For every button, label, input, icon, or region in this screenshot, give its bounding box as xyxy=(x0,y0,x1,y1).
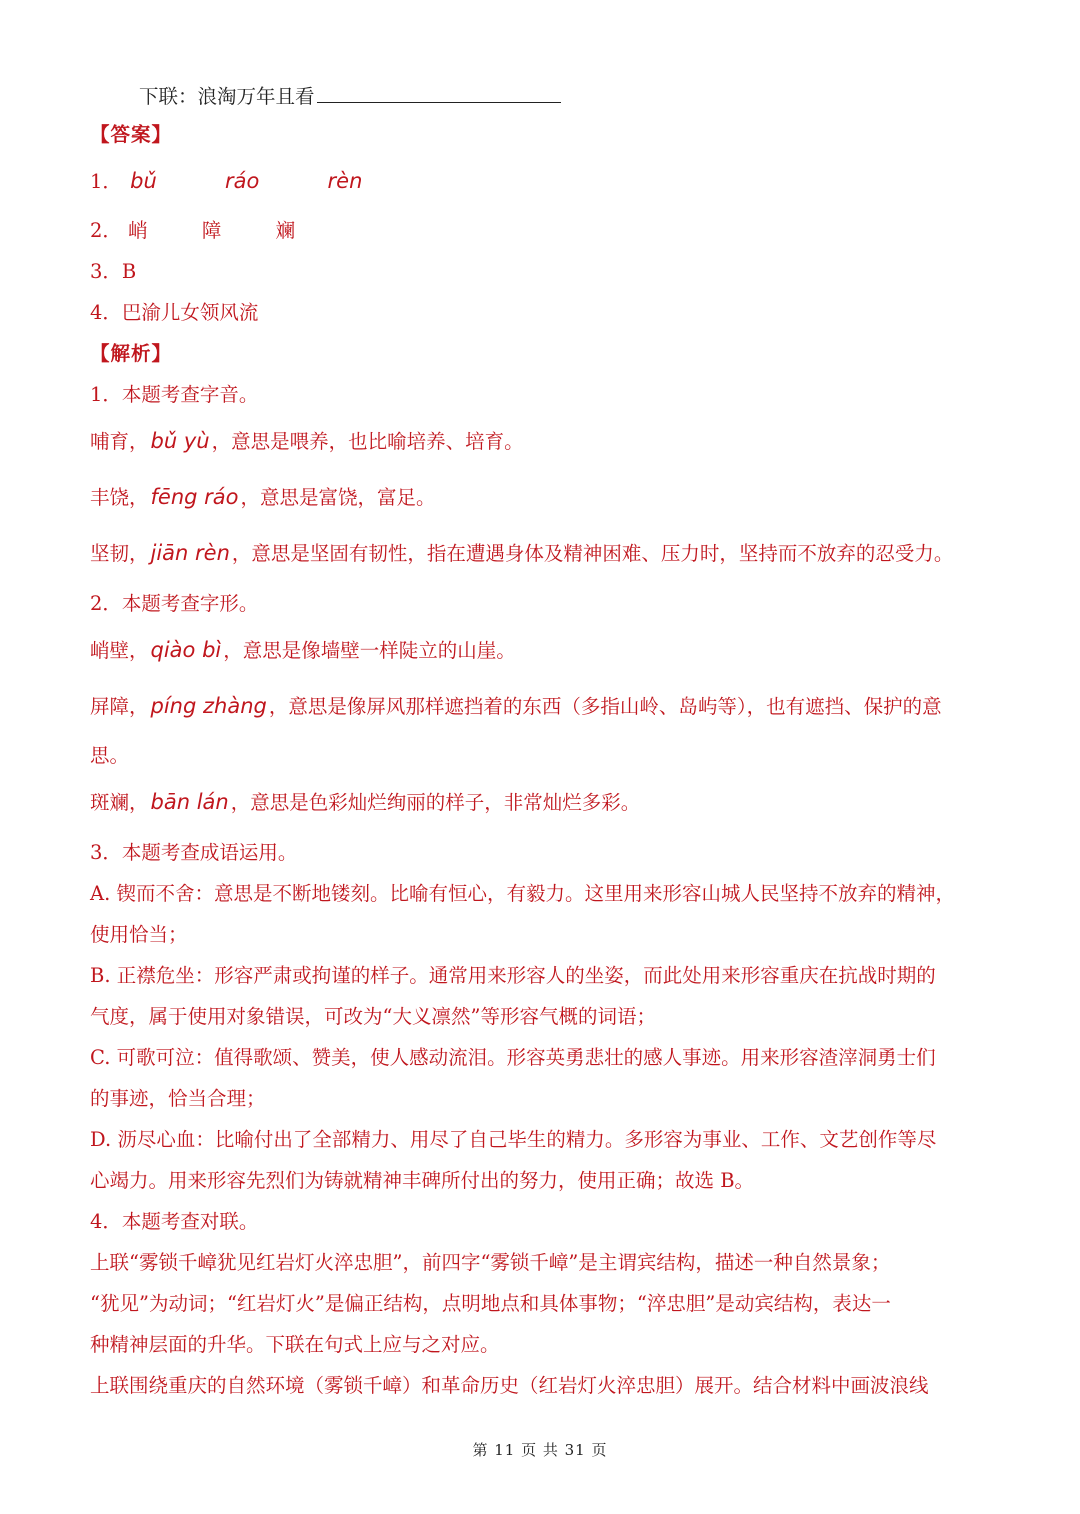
answer-2-number: 2． xyxy=(90,219,122,242)
q3-option-b-line-2: 气度，属于使用对象错误，可改为“大义凛然”等形容气概的词语； xyxy=(90,1005,656,1028)
q2-pinyin-3: bān lán xyxy=(150,790,229,814)
q1-explain-1: ，意思是喂养，也比喻培养、培育。 xyxy=(211,430,524,453)
q3-option-c-line-1: C. 可歌可泣：值得歌颂、赞美，使人感动流泪。形容英勇悲壮的感人事迹。用来形容渣滓洞勇士们 xyxy=(90,1046,936,1069)
q3-option-d-line-2: 心竭力。用来形容先烈们为铸就精神丰碑所付出的努力，使用正确；故选 B。 xyxy=(90,1169,755,1192)
couplet-lower-text: 下联：浪淘万年且看 xyxy=(139,85,315,108)
q3-option-d-line-1: D. 沥尽心血：比喻付出了全部精力、用尽了自己毕生的精力。多形容为事业、工作、文艺创作等尽 xyxy=(90,1128,937,1151)
answer-1 xyxy=(90,166,992,197)
q4-line-2: “犹见”为动词；“红岩灯火”是偏正结构，点明地点和具体事物；“淬忠胆”是动宾结构，表达一 xyxy=(90,1292,891,1315)
answer-2-char-1: 峭 xyxy=(128,219,148,242)
q1-line-3 xyxy=(90,538,992,569)
q3-intro: 3．本题考查成语运用。 xyxy=(90,841,298,864)
answer-blank xyxy=(317,80,561,103)
q2-line-1 xyxy=(90,635,992,666)
couplet-lower-line xyxy=(139,80,992,112)
q2-word-1: 峭壁， xyxy=(90,639,149,662)
q2-explain-1: ，意思是像墙壁一样陡立的山崖。 xyxy=(223,639,516,662)
q2-word-3: 斑斓， xyxy=(90,791,149,814)
q3-option-a-line-2: 使用恰当； xyxy=(90,923,188,946)
q1-line-2 xyxy=(90,482,992,513)
q1-explain-2: ，意思是富饶，富足。 xyxy=(240,486,436,509)
answer-2-char-2: 障 xyxy=(201,219,222,242)
answer-1-pinyin-2: ráo xyxy=(224,169,260,193)
q1-word-1: 哺育， xyxy=(90,430,149,453)
q4-line-4: 上联围绕重庆的自然环境（雾锁千嶂）和革命历史（红岩灯火淬忠胆）展开。结合材料中画波浪线 xyxy=(90,1374,929,1397)
answer-1-pinyin-1: bǔ xyxy=(130,169,157,193)
analysis-heading: 【解析】 xyxy=(90,342,173,365)
q2-intro: 2．本题考查字形。 xyxy=(90,592,259,615)
page-number-footer: 第 11 页 共 31 页 xyxy=(472,1441,608,1459)
q4-intro: 4．本题考查对联。 xyxy=(90,1210,259,1233)
q1-word-2: 丰饶， xyxy=(90,486,149,509)
answer-3: 3．B xyxy=(90,260,137,283)
answer-1-pinyin-3: rèn xyxy=(327,169,363,193)
q2-explain-2: ，意思是像屏风那样遮挡着的东西（多指山岭、岛屿等），也有遮挡、保护的意 xyxy=(268,695,942,718)
q2-line-3 xyxy=(90,787,992,818)
q2-line-2-cont: 思。 xyxy=(90,744,130,767)
q4-line-3: 种精神层面的升华。下联在句式上应与之对应。 xyxy=(90,1333,500,1356)
answer-4: 4．巴渝儿女领风流 xyxy=(90,301,259,324)
q3-option-a-line-1: A. 锲而不舍：意思是不断地镂刻。比喻有恒心，有毅力。这里用来形容山城人民坚持不放弃的精神， xyxy=(90,882,955,905)
answer-1-number: 1． xyxy=(90,170,122,193)
q2-line-2 xyxy=(90,691,992,722)
q1-pinyin-2: fēng ráo xyxy=(150,485,239,509)
q1-word-3: 坚韧， xyxy=(90,542,149,565)
q3-option-c-line-2: 的事迹，恰当合理； xyxy=(90,1087,266,1110)
q2-pinyin-2: píng zhàng xyxy=(150,694,267,718)
answer-2 xyxy=(90,216,992,246)
q2-pinyin-1: qiào bì xyxy=(150,638,222,662)
answer-2-char-3: 斓 xyxy=(275,219,296,242)
q2-word-2: 屏障， xyxy=(90,695,149,718)
q1-pinyin-3: jiān rèn xyxy=(150,541,230,565)
q4-line-1: 上联“雾锁千嶂犹见红岩灯火淬忠胆”，前四字“雾锁千嶂”是主谓宾结构，描述一种自然景象； xyxy=(90,1251,891,1274)
q1-pinyin-1: bǔ yù xyxy=(150,429,210,453)
q2-explain-3: ，意思是色彩灿烂绚丽的样子，非常灿烂多彩。 xyxy=(230,791,641,814)
answer-heading: 【答案】 xyxy=(90,123,173,146)
q1-line-1 xyxy=(90,426,992,457)
q1-intro: 1．本题考查字音。 xyxy=(90,383,259,406)
q1-explain-3: ，意思是坚固有韧性，指在遭遇身体及精神困难、压力时，坚持而不放弃的忍受力。 xyxy=(231,542,954,565)
q3-option-b-line-1: B. 正襟危坐：形容严肃或拘谨的样子。通常用来形容人的坐姿，而此处用来形容重庆在抗战时期的 xyxy=(90,964,936,987)
